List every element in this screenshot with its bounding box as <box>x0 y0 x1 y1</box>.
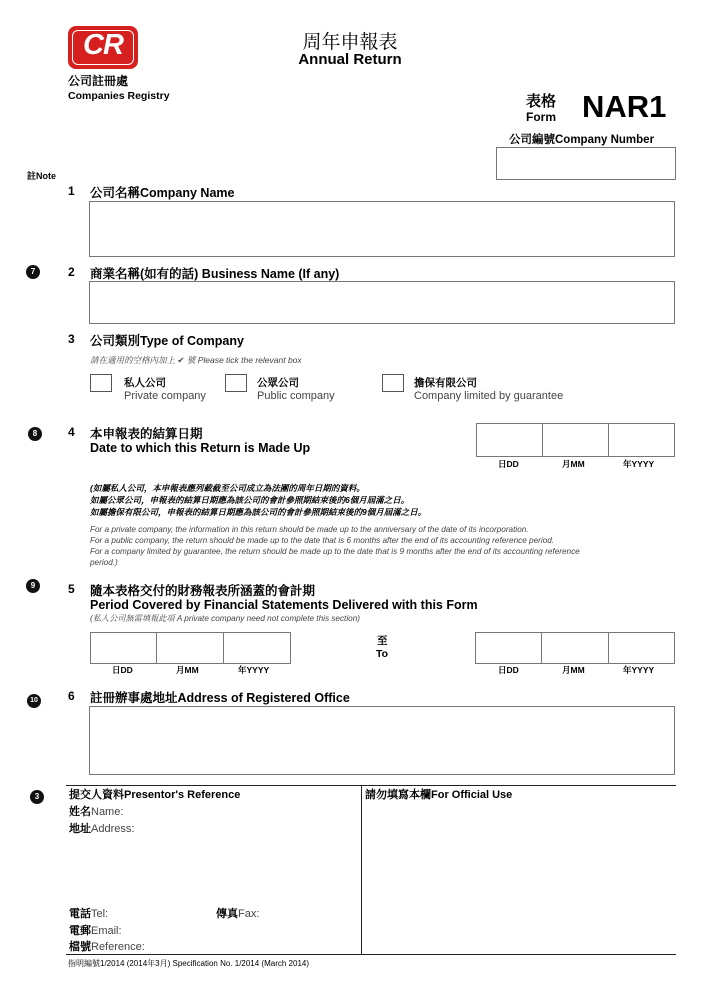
tick-instruction: 請在適用的空格內加上 ✔ 號 Please tick the relevant box <box>90 355 302 365</box>
period-from-yyyy-label: 年YYYY <box>238 665 270 675</box>
presentor-tel-label-en: Tel: <box>91 908 109 920</box>
specification-footer: 指明編號1/2014 (2014年3月) Specification No. 1/2014 (March 2014) <box>68 959 310 968</box>
private-company-label-en: Private company <box>124 390 206 402</box>
section-2-number: 2 <box>68 265 75 279</box>
section-5-subnote: (私人公司無需填報此項 A private company need not complete this section) <box>90 614 360 623</box>
presentor-reference-label-zh: 檔號 <box>69 941 91 953</box>
guarantee-company-label-zh: 擔保有限公司 <box>414 377 477 389</box>
period-from-yyyy-field[interactable] <box>223 632 291 664</box>
company-number-field[interactable] <box>496 147 676 180</box>
period-to-dd-field[interactable] <box>475 632 542 664</box>
presentor-email-label-zh: 電郵 <box>69 925 91 937</box>
section-6-title: 註冊辦事處地址Address of Registered Office <box>90 691 350 705</box>
section-5-title-en: Period Covered by Financial Statements Delivered with this Form <box>90 598 478 612</box>
section-3-number: 3 <box>68 332 75 346</box>
section-4-title-zh: 本申報表的結算日期 <box>90 427 203 441</box>
registry-name-en: Companies Registry <box>68 90 170 102</box>
period-to-mm-field[interactable] <box>541 632 609 664</box>
presentor-fax-label-zh: 傳真 <box>216 908 238 920</box>
presentor-name-label-zh: 姓名 <box>69 806 91 818</box>
presentor-name-label-en: Name: <box>91 806 124 818</box>
company-name-field[interactable] <box>89 201 675 257</box>
period-from-dd-field[interactable] <box>90 632 157 664</box>
section-4-title-en: Date to which this Return is Made Up <box>90 441 311 455</box>
private-company-checkbox[interactable] <box>90 374 112 392</box>
presentor-email-label-en: Email: <box>91 925 122 937</box>
presentor-reference-label-en: Reference: <box>91 941 145 953</box>
official-use-title: 請勿填寫本欄For Official Use <box>365 789 513 801</box>
note-7-marker: 7 <box>26 265 40 279</box>
period-from-mm-label: 月MM <box>176 665 199 675</box>
private-company-label-zh: 私人公司 <box>124 377 166 389</box>
section-1-title: 公司名稱Company Name <box>90 186 235 200</box>
note-3-marker: 3 <box>30 790 44 804</box>
presentor-title: 提交人資料Presentor's Reference <box>69 789 241 801</box>
return-date-note-zh-2: 如屬公眾公司，申報表的結算日期應為該公司的會計參照期結束後的6個月屆滿之日。 <box>90 495 410 505</box>
period-to-label-zh: 至 <box>377 635 388 647</box>
presentor-fax-label <box>216 905 259 921</box>
note-8-marker: 8 <box>28 427 42 441</box>
business-name-field[interactable] <box>89 281 675 324</box>
section-6-number: 6 <box>68 689 75 703</box>
presentor-address-label-zh: 地址 <box>69 823 91 835</box>
return-date-note-en-3: For a company limited by guarantee, the return should be made up to the date that is 9 months after the end of its accounting reference <box>90 547 580 556</box>
return-date-note-en-2: For a public company, the return should be made up to the date that is 6 months after the end of its accounting reference period. <box>90 536 555 545</box>
return-date-dd-field[interactable] <box>476 423 543 457</box>
note-column-label: 註Note <box>27 171 56 181</box>
return-date-note-en-1: For a private company, the information in this return should be made up to the anniversary of the date of its incorporation. <box>90 525 529 534</box>
return-date-note-zh-3: 如屬擔保有限公司，申報表的結算日期應為該公司的會計參照期結束後的9個月屆滿之日。 <box>90 507 427 517</box>
guarantee-company-label-en: Company limited by guarantee <box>414 390 564 402</box>
section-2-title: 商業名稱(如有的話) Business Name (If any) <box>90 267 340 281</box>
period-to-yyyy-field[interactable] <box>608 632 675 664</box>
section-5-number: 5 <box>68 582 75 596</box>
period-to-mm-label: 月MM <box>562 665 585 675</box>
registry-name-zh: 公司註冊處 <box>68 74 129 88</box>
presentor-bottom-rule <box>66 954 676 955</box>
registered-office-address-field[interactable] <box>89 706 675 775</box>
public-company-label-en: Public company <box>257 390 335 402</box>
presentor-email-label <box>69 922 122 938</box>
logo-text: CR <box>83 29 123 61</box>
public-company-checkbox[interactable] <box>225 374 247 392</box>
form-label-en: Form <box>526 110 556 124</box>
presentor-tel-label <box>69 905 108 921</box>
period-from-dd-label: 日DD <box>112 665 133 675</box>
form-label-zh: 表格 <box>526 93 557 110</box>
cr-logo <box>68 26 138 69</box>
return-date-yyyy-field[interactable] <box>608 423 675 457</box>
form-code: NAR1 <box>582 89 667 124</box>
section-5-title-zh: 隨本表格交付的財務報表所涵蓋的會計期 <box>90 584 316 598</box>
return-date-mm-label: 月MM <box>562 459 585 469</box>
page-title-en: Annual Return <box>298 51 402 68</box>
period-to-dd-label: 日DD <box>498 665 519 675</box>
note-9-marker: 9 <box>26 579 40 593</box>
presentor-reference-label <box>69 938 145 954</box>
company-number-label: 公司編號Company Number <box>509 134 655 146</box>
note-10-marker: 10 <box>27 694 41 708</box>
presentor-address-label <box>69 820 134 836</box>
presentor-name-label <box>69 803 123 819</box>
period-from-mm-field[interactable] <box>156 632 224 664</box>
section-4-number: 4 <box>68 425 75 439</box>
period-to-label-en: To <box>376 648 389 660</box>
return-date-note-en-4: period.) <box>90 558 118 567</box>
return-date-note-zh-1: (如屬私人公司，本申報表應列載截至公司成立為法團的周年日期的資料。 <box>90 483 365 493</box>
return-date-mm-field[interactable] <box>542 423 609 457</box>
public-company-label-zh: 公眾公司 <box>257 377 299 389</box>
return-date-yyyy-label: 年YYYY <box>623 459 655 469</box>
presentor-tel-label-zh: 電話 <box>69 908 91 920</box>
presentor-divider <box>361 785 362 954</box>
presentor-fax-label-en: Fax: <box>238 908 260 920</box>
period-to-yyyy-label: 年YYYY <box>623 665 655 675</box>
section-3-title: 公司類別Type of Company <box>90 334 244 348</box>
return-date-dd-label: 日DD <box>498 459 519 469</box>
presentor-address-label-en: Address: <box>91 823 135 835</box>
page-title-zh: 周年申報表 <box>302 32 398 53</box>
section-1-number: 1 <box>68 184 75 198</box>
guarantee-company-checkbox[interactable] <box>382 374 404 392</box>
